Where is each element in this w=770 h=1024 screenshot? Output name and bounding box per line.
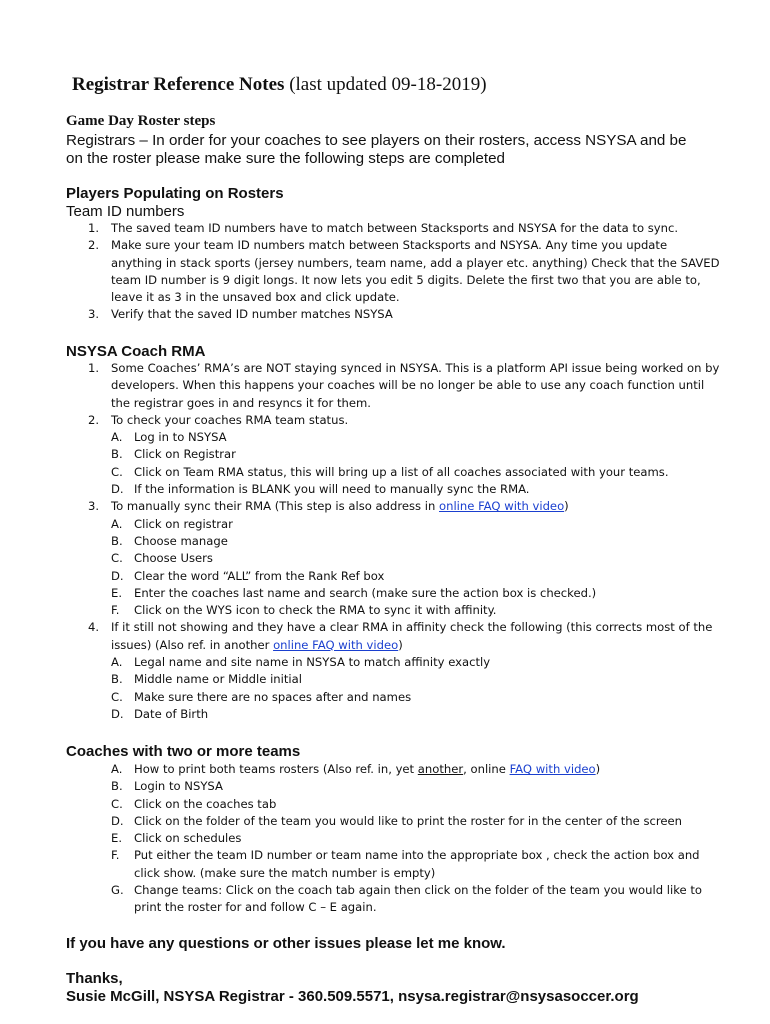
sub-list-item: A. How to print both teams rosters (Also ref. in, yet another, online FAQ with video) [111,762,601,776]
sub-list-item: E. Enter the coaches last name and search (make sure the action box is checked.) [111,585,597,600]
questions-note: If you have any questions or other issues please let me know. [66,935,506,952]
title-bold: Registrar Reference Notes [72,74,285,95]
team-id-subheading: Team ID numbers [66,203,185,220]
coaches-list [0,761,770,917]
rma-heading: NSYSA Coach RMA [66,343,206,360]
page-title [72,74,487,96]
another-link[interactable]: another [417,762,464,776]
sub-list-item: F. Click on the WYS icon to check the RMA to sync it with affinity. [111,603,497,618]
list-item: 2. Make sure your team ID numbers match between Stacksports and NSYSA. Any time you update anything in stack sports (jersey numbers, team name, add a player etc. anything) Check that the SAVED team ID number is 9 digit longs. It now lets you edit 5 digits. Delete the first two that you are able to, leave it as 3 in the unsaved box and click update. [88,238,720,305]
sub-list-item: A. Log in to NSYSA [111,430,227,445]
coaches-heading: Coaches with two or more teams [66,743,301,760]
sub-list-item: C. Make sure there are no spaces after and names [111,689,412,704]
sub-list-item: B. Click on Registrar [111,447,236,462]
rma-list [0,360,770,723]
players-heading: Players Populating on Rosters [66,185,284,202]
sub-list-item: A. Legal name and site name in NSYSA to match affinity exactly [111,655,491,670]
signature-line: Susie McGill, NSYSA Registrar - 360.509.5571, nsysa.registrar@nsysasoccer.org [66,988,639,1005]
sub-list-item: B. Middle name or Middle initial [111,672,302,687]
sub-list-item: D. Click on the folder of the team you would like to print the roster for in the center of the screen [111,813,682,828]
list-item: 2. To check your coaches RMA team status. [88,412,349,427]
sub-list-item: C. Choose Users [111,551,213,566]
faq-video-link[interactable]: FAQ with video [509,762,596,776]
faq-video-link[interactable]: online FAQ with video [439,499,565,514]
game-day-heading: Game Day Roster steps [66,113,216,129]
game-day-intro: Registrars – In order for your coaches to see players on their rosters, access NSYSA and be on the roster please make sure the following steps are completed [66,132,687,167]
list-item: 1. Some Coaches’ RMA’s are NOT staying synced in NSYSA. This is a platform API issue being worked on by developers. When this happens your coaches will be no longer be able to use any coach function until the registrar goes in and resyncs it for them. [88,361,720,410]
sub-list-item: C. Click on Team RMA status, this will bring up a list of all coaches associated with your teams. [111,464,669,479]
list-item: 1. The saved team ID numbers have to match between Stacksports and NSYSA for the data to sync. [88,221,679,235]
list-item: 4. If it still not showing and they have a clear RMA in affinity check the following (this corrects most of the issues) (Also ref. in another online FAQ with video) [88,620,713,652]
sub-list-item: A. Click on registrar [111,516,233,531]
sub-list-item: C. Click on the coaches tab [111,796,277,811]
sub-list-item: G. Change teams: Click on the coach tab again then click on the folder of the team you would like to print the roster for and follow C – E again. [111,883,702,915]
list-item: 3. To manually sync their RMA (This step is also address in online FAQ with video) [88,499,569,514]
sub-list-item: E. Click on schedules [111,831,242,846]
title-date: (last updated 09-18-2019) [284,74,487,95]
sub-list-item: B. Choose manage [111,533,228,548]
sub-list-item: F. Put either the team ID number or team name into the appropriate box , check the action box and click show. (make sure the match number is empty) [111,848,700,880]
sub-list-item: D. If the information is BLANK you will need to manually sync the RMA. [111,482,530,497]
players-list [0,220,770,324]
list-item: 3. Verify that the saved ID number matches NSYSA [88,307,393,322]
sub-list-item: B. Login to NSYSA [111,779,223,794]
sub-list-item: D. Clear the word “ALL” from the Rank Ref box [111,568,385,583]
thanks-text: Thanks, [66,970,123,987]
faq-video-link[interactable]: online FAQ with video [273,637,399,652]
sub-list-item: D. Date of Birth [111,706,209,721]
